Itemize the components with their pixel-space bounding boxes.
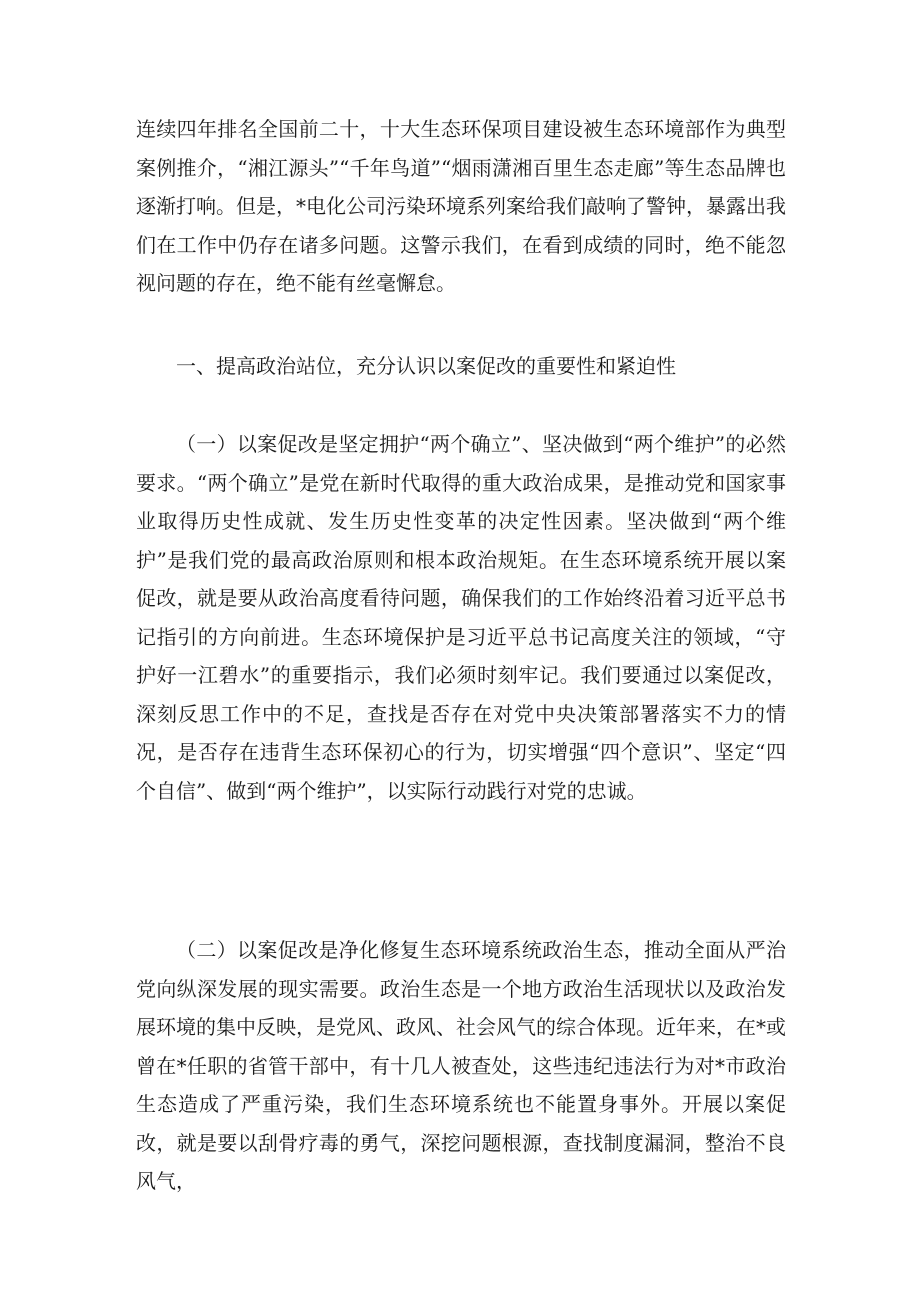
paragraph-continuation — [136, 110, 786, 303]
paragraph-subsection-2 — [136, 931, 786, 1201]
paragraph-text: （二）以案促改是净化修复生态环境系统政治生态，推动全面从严治党向纵深发展的现实需要。政治生态是一个地方政治生活现状以及政治发展环境的集中反映，是党风、政风、社会风气的综合体现。近年来，在*或曾在*任职的省管干部中，有十几人被查处，这些违纪违法行为对*市政治生态造成了严重污染，我们生态环境系统也不能置身事外。开展以案促改，就是要以刮骨疗毒的勇气，深挖问题根源，查找制度漏洞，整治不良风气， — [136, 938, 786, 1193]
heading-text: 一、提高政治站位，充分认识以案促改的重要性和紧迫性 — [176, 354, 676, 378]
paragraph-text: （一）以案促改是坚定拥护“两个确立”、坚决做到“两个维护”的必然要求。“两个确立”是党在新时代取得的重大政治成果，是推动党和国家事业取得历史性成就、发生历史性变革的决定性因素。坚决做到“两个维护”是我们党的最高政治原则和根本政治规矩。在生态环境系统开展以案促改，就是要从政治高度看待问题，确保我们的工作始终沿着习近平总书记指引的方向前进。生态环境保护是习近平总书记高度关注的领域，“守护好一江碧水”的重要指示，我们必须时刻牢记。我们要通过以案促改，深刻反思工作中的不足，查找是否存在对党中央决策部署落实不力的情况，是否存在违背生态环保初心的行为，切实增强“四个意识”、坚定“四个自信”、做到“两个维护”，以实际行动践行对党的忠诚。 — [136, 432, 786, 803]
paragraph-text: 连续四年排名全国前二十，十大生态环保项目建设被生态环境部作为典型案例推介，“湘江源头”“千年鸟道”“烟雨潇湘百里生态走廊”等生态品牌也逐渐打响。但是，*电化公司污染环境系列案给我们敲响了警钟，暴露出我们在工作中仍存在诸多问题。这警示我们，在看到成绩的同时，绝不能忽视问题的存在，绝不能有丝毫懈怠。 — [136, 117, 786, 295]
section-heading — [136, 347, 786, 386]
paragraph-subsection-1 — [136, 425, 786, 810]
